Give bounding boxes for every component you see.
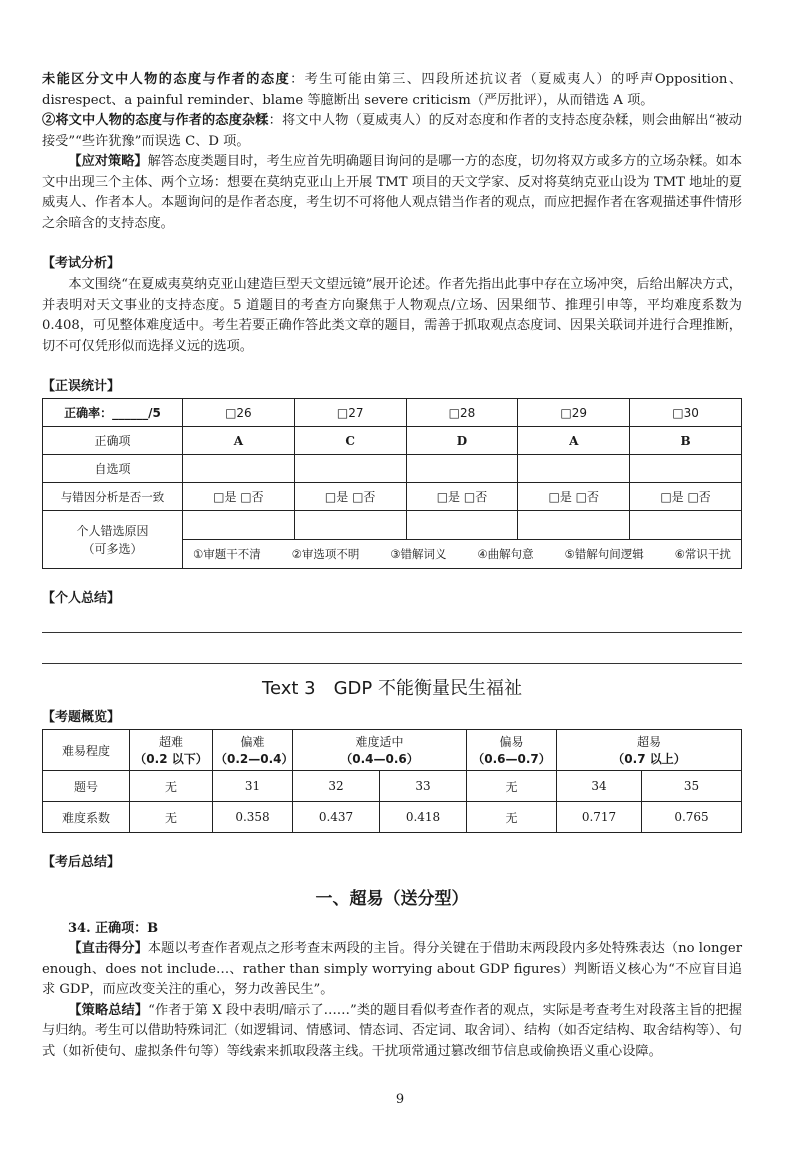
- chosen-label: 自选项: [43, 455, 183, 483]
- chosen-input-cell[interactable]: [183, 455, 295, 483]
- strategy-paragraph: 【应对策略】解答态度类题目时，考生应首先明确题目询问的是哪一方的态度，切勿将双方或多方的立场杂糅。如本文中出现三个主体、两个立场：想要在莫纳克亚山上开展 TMT 项目的天文学家、反对将莫纳克亚山设为 TMT 地址的夏威夷人、作者本人。本题询问的是作者态度，考生切不可将他人观点错当作者的观点，而应把握作者在客观描述事件情形之余暗含的支持态度。: [42, 154, 743, 231]
- number-label: 题号: [43, 771, 130, 802]
- intro-bold-2: ②将文中人物的态度与作者的态度杂糅: [42, 113, 269, 128]
- reason-option[interactable]: ⑤错解句间逻辑: [564, 547, 644, 561]
- chosen-input-cell[interactable]: [294, 455, 406, 483]
- overview-heading: 【考题概览】: [42, 710, 121, 725]
- intro-bold-1: 未能区分文中人物的态度与作者的态度: [42, 72, 291, 87]
- correct-label: 正确项: [43, 427, 183, 455]
- consistent-label: 与错因分析是否一致: [43, 483, 183, 511]
- answer-cell: A: [518, 427, 630, 455]
- yes-no-checkbox[interactable]: □是 □否: [406, 483, 518, 511]
- reason-option[interactable]: ②审选项不明: [291, 547, 360, 561]
- yes-no-checkbox[interactable]: □是 □否: [630, 483, 742, 511]
- chosen-input-cell[interactable]: [630, 455, 742, 483]
- yes-no-checkbox[interactable]: □是 □否: [183, 483, 295, 511]
- coefficient-cell: 无: [130, 802, 213, 833]
- number-cell: 33: [380, 771, 467, 802]
- coefficient-cell: 0.765: [642, 802, 742, 833]
- question-checkbox[interactable]: □27: [294, 399, 406, 427]
- level-label: 难易程度: [43, 730, 130, 771]
- direct-score-paragraph: 【直击得分】本题以考查作者观点之形考查末两段的主旨。得分关键在于借助末两段段内多处特殊表达（no longer enough、does not include…、rather than simply worrying about GDP figures）判断语义核心为“不应盲目追求 GDP，而应改变关注的重心，努力改善民生”。: [42, 941, 742, 997]
- analysis-paragraph: 本文围绕“在夏威夷莫纳克亚山建造巨型天文望远镜”展开论述。作者先指出此事中存在立场冲突，后给出解决方式，并表明对天文事业的支持态度。5 道题目的考查方向聚焦于人物观点/立场、因果细节、推理引申等，平均难度系数为0.408，可见整体难度适中。考生若要正确作答此类文章的题目，需善于抓取观点态度词、因果关联词并进行合理推断，切不可仅凭形似而选择义远的选项。: [42, 277, 742, 354]
- page-number: 9: [395, 1092, 405, 1107]
- number-cell: 无: [467, 771, 557, 802]
- level-cell: 偏易 （0.6—0.7）: [467, 730, 557, 771]
- coefficient-cell: 0.358: [213, 802, 293, 833]
- yes-no-checkbox[interactable]: □是 □否: [518, 483, 630, 511]
- reason-input-cell[interactable]: [183, 511, 295, 540]
- reason-option[interactable]: ⑥常识干扰: [674, 547, 731, 561]
- strategy-summary-paragraph: 【策略总结】“作者于第 X 段中表明/暗示了……”类的题目看似考查作者的观点，实际是考查考生对段落主旨的把握与归纳。考生可以借助特殊词汇（如逻辑词、情感词、情态词、否定词、取舍词）、结构（如否定结构、取舍结构等）、句式（如祈使句、虚拟条件句等）等线索来抓取段落主线。干扰项常通过篡改细节信息或偷换语义重心设障。: [42, 1002, 742, 1059]
- reason-option[interactable]: ④曲解句意: [477, 547, 534, 561]
- answer-cell: B: [630, 427, 742, 455]
- number-cell: 35: [642, 771, 742, 802]
- reason-label: 个人错选原因 （可多选）: [43, 511, 183, 569]
- number-cell: 34: [557, 771, 642, 802]
- answer-cell: D: [406, 427, 518, 455]
- reason-option[interactable]: ①审题干不清: [193, 547, 261, 561]
- answer-cell: C: [294, 427, 406, 455]
- question-checkbox[interactable]: □26: [183, 399, 295, 427]
- yes-no-checkbox[interactable]: □是 □否: [294, 483, 406, 511]
- reason-input-cell[interactable]: [630, 511, 742, 540]
- coefficient-cell: 0.437: [293, 802, 380, 833]
- coefficient-cell: 0.418: [380, 802, 467, 833]
- question-checkbox[interactable]: □30: [630, 399, 742, 427]
- post-exam-heading: 【考后总结】: [42, 855, 121, 870]
- rate-cell[interactable]: 正确率：______/5: [43, 399, 183, 427]
- text3-title: Text 3 GDP 不能衡量民生福祉: [262, 678, 522, 699]
- reason-options: [183, 540, 742, 569]
- level-cell: 超易 （0.7 以上）: [557, 730, 742, 771]
- section-subtitle: 一、超易（送分型）: [315, 889, 469, 909]
- page-content: [42, 70, 742, 1062]
- level-cell: 超难 （0.2 以下）: [130, 730, 213, 771]
- stats-table: [42, 398, 742, 569]
- analysis-heading: 【考试分析】: [42, 256, 121, 271]
- number-cell: 32: [293, 771, 380, 802]
- question-checkbox[interactable]: □29: [518, 399, 630, 427]
- reason-input-cell[interactable]: [294, 511, 406, 540]
- level-cell: 难度适中 （0.4—0.6）: [293, 730, 467, 771]
- reason-input-cell[interactable]: [406, 511, 518, 540]
- stats-heading: 【正误统计】: [42, 379, 121, 394]
- chosen-input-cell[interactable]: [518, 455, 630, 483]
- coefficient-cell: 无: [467, 802, 557, 833]
- q34-answer: 34. 正确项：B: [68, 921, 159, 936]
- answer-cell: A: [183, 427, 295, 455]
- reason-input-cell[interactable]: [518, 511, 630, 540]
- chosen-input-cell[interactable]: [406, 455, 518, 483]
- intro-paragraph-1: 未能区分文中人物的态度与作者的态度：考生可能由第三、四段所述抗议者（夏威夷人）的呼声Opposition、disrespect、a painful reminder、blame 等臆断出 severe criticism（严厉批评），从而错选 A 项。: [42, 72, 743, 108]
- question-checkbox[interactable]: □28: [406, 399, 518, 427]
- coefficient-cell: 0.717: [557, 802, 642, 833]
- difficulty-table: [42, 729, 742, 833]
- summary-line-2[interactable]: [42, 663, 742, 664]
- coefficient-label: 难度系数: [43, 802, 130, 833]
- reason-option[interactable]: ③错解词义: [390, 547, 447, 561]
- level-cell: 偏难 （0.2—0.4）: [213, 730, 293, 771]
- number-cell: 31: [213, 771, 293, 802]
- intro-paragraph-2: ②将文中人物的态度与作者的态度杂糅：将文中人物（夏威夷人）的反对态度和作者的支持态度杂糅，则会曲解出“被动接受”“些许犹豫”而误选 C、D 项。: [42, 113, 742, 149]
- number-cell: 无: [130, 771, 213, 802]
- summary-heading: 【个人总结】: [42, 591, 121, 606]
